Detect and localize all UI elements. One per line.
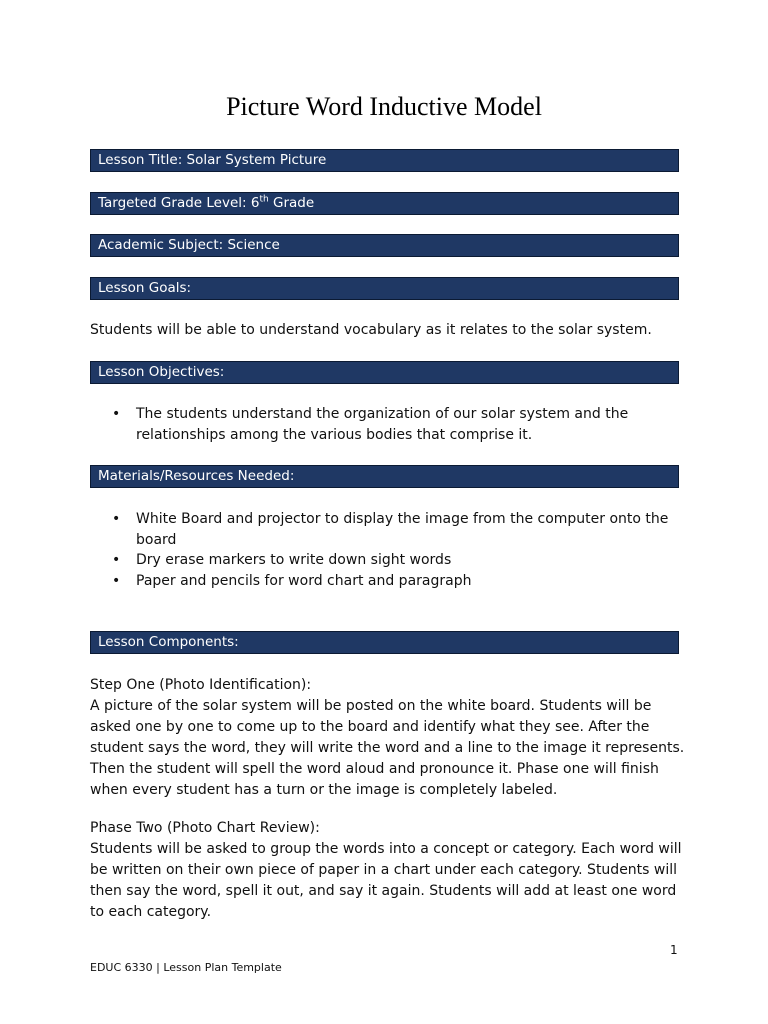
- list-item: • White Board and projector to display the image from the computer onto the board: [90, 509, 680, 550]
- lesson-objectives-bar: Lesson Objectives:: [90, 361, 679, 384]
- page-number: 1: [670, 943, 678, 957]
- materials-bar: Materials/Resources Needed:: [90, 465, 679, 488]
- step-one-section: [90, 675, 690, 801]
- grade-level-label: Targeted Grade Level: 6: [98, 195, 260, 211]
- academic-subject-bar: Academic Subject: Science: [90, 234, 679, 257]
- step-one-text: A picture of the solar system will be posted on the white board. Students will be asked one by one to come up to the board and identify what they see. After the student says the word, they will write the word and a line to the image it represents. Then the student will spell the word aloud and pronounce it. Phase one will finish when every student has a turn or the image is completely labeled.: [90, 698, 685, 798]
- objectives-list: [90, 404, 680, 445]
- phase-two-text: Students will be asked to group the words into a concept or category. Each word will be written on their own piece of paper in a chart under each category. Students will then say the word, spell it out, and say it again. Students will add at least one word to each category.: [90, 841, 682, 920]
- phase-two-section: [90, 818, 690, 923]
- phase-two-heading: Phase Two (Photo Chart Review):: [90, 820, 320, 836]
- list-item: • Dry erase markers to write down sight words: [90, 550, 680, 571]
- list-item: • Paper and pencils for word chart and paragraph: [90, 571, 680, 592]
- grade-level-bar: [90, 192, 679, 215]
- grade-level-superscript: th: [259, 194, 269, 205]
- step-one-heading: Step One (Photo Identification):: [90, 677, 312, 693]
- grade-level-suffix: Grade: [268, 195, 315, 211]
- document-title: Picture Word Inductive Model: [226, 92, 542, 121]
- list-item: • The students understand the organization of our solar system and the relationships among the various bodies that comprise it.: [90, 404, 680, 445]
- lesson-components-bar: Lesson Components:: [90, 631, 679, 654]
- lesson-title-bar: Lesson Title: Solar System Picture: [90, 149, 679, 172]
- footer-text: EDUC 6330 | Lesson Plan Template: [90, 961, 282, 974]
- lesson-goals-text: Students will be able to understand vocabulary as it relates to the solar system.: [90, 322, 652, 338]
- materials-list: [90, 509, 680, 591]
- lesson-goals-bar: Lesson Goals:: [90, 277, 679, 300]
